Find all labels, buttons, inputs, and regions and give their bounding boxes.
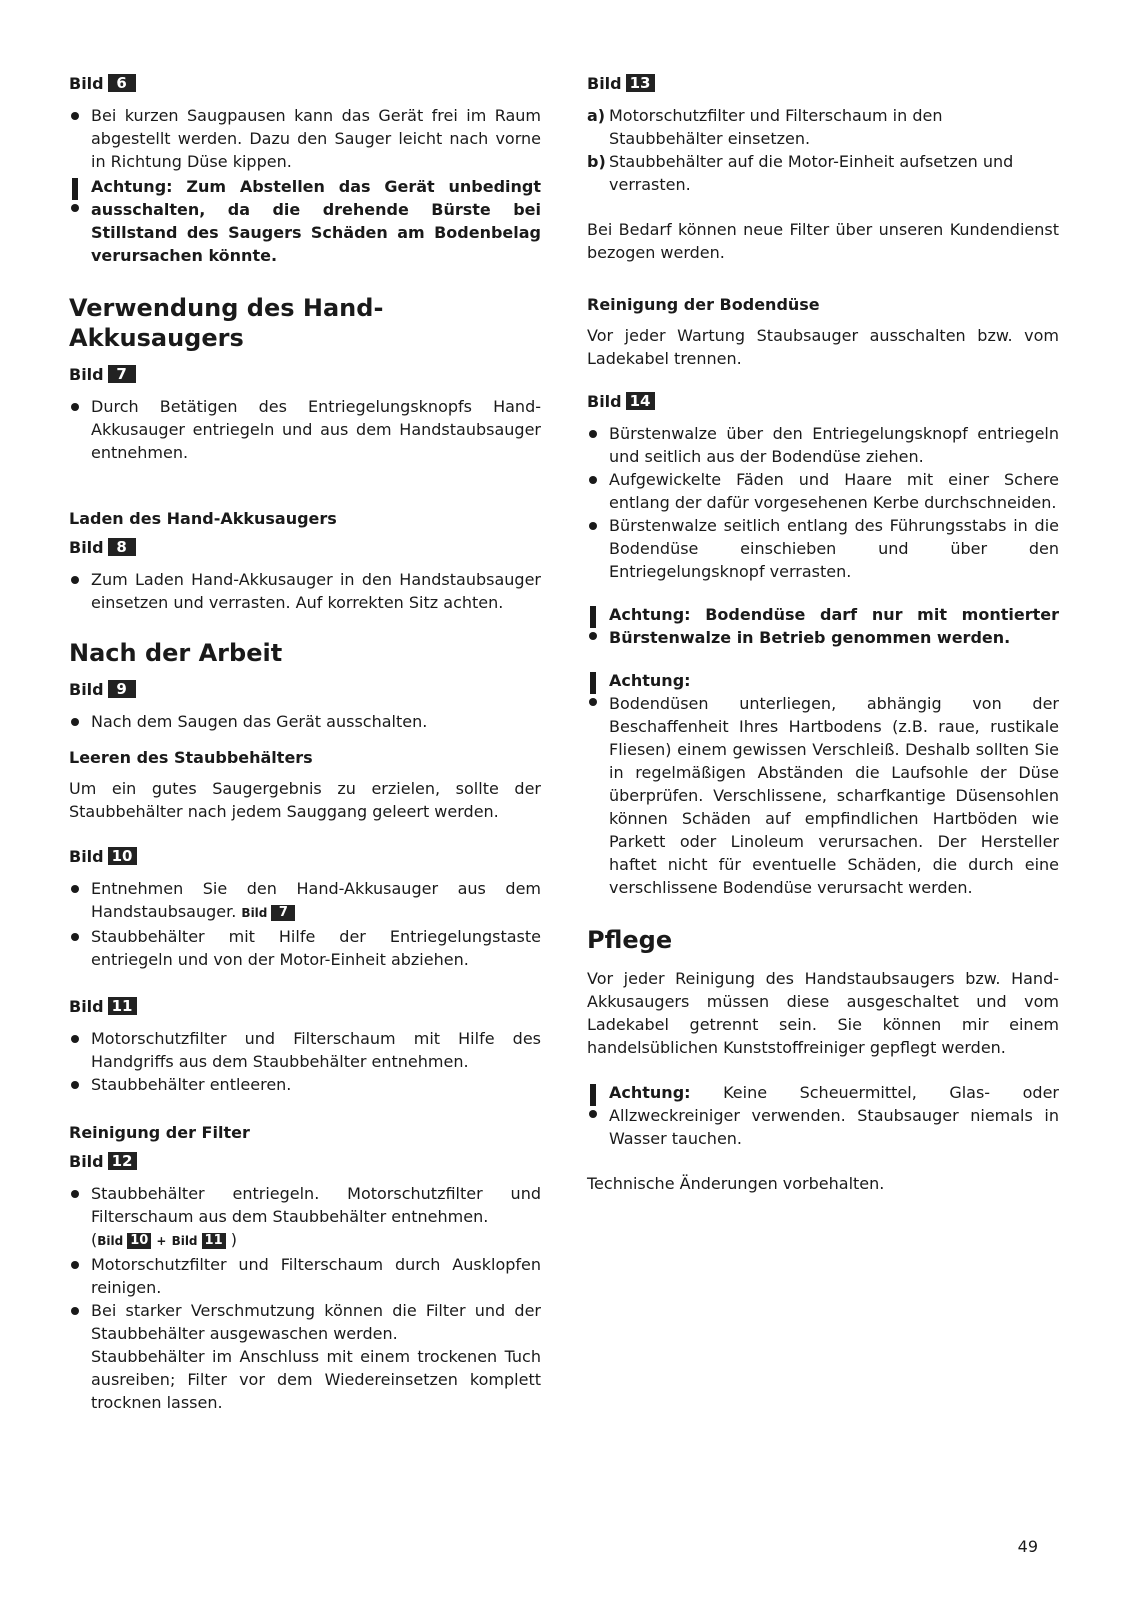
list-bild-7 [69, 395, 541, 464]
right-column [587, 74, 1059, 1195]
figure-ref-12: Bild 12 [69, 1152, 541, 1172]
list-item: Bei kurzen Saugpausen kann das Gerät frei im Raum abgestellt werden. Dazu den Sauger leicht nach vorne in Richtung Düse kippen. [69, 104, 541, 173]
list-bild-12 [69, 1182, 541, 1414]
heading-pflege: Pflege [587, 926, 673, 954]
paragraph-pflege: Vor jeder Reinigung des Handstaubsaugers bzw. Hand-Akkusaugers müssen diese ausgeschaltet und vom Ladekabel getrennt sein. Sie können mir einem handelsüblichen Kunststoffreiniger gepflegt werden. [587, 969, 1059, 1057]
list-item: b) Staubbehälter auf die Motor-Einheit aufsetzen und verrasten. [587, 152, 1014, 194]
list-bild-14 [587, 422, 1059, 583]
figure-ref-11: Bild 11 [69, 997, 541, 1017]
heading-laden: Laden des Hand-Akkusaugers [69, 509, 337, 528]
left-column [69, 74, 541, 1426]
list-bild-9 [69, 710, 541, 733]
figure-ref-9: Bild 9 [69, 680, 541, 700]
list-item: Staubbehälter entleeren. [69, 1073, 541, 1096]
warning-text: Bodendüsen unterliegen, abhängig von der Beschaffenheit Ihres Hartbodens (z.B. raue, rustikale Fliesen) einem gewissen Verschleiß. Deshalb sollten Sie in regelmäßigen Abständen die Laufsohle der Düse überprüfen. Verschlissene, scharfkantige Düsensohlen können Schäden auf empfindlichen Hartböden wie Parkett oder Linoleum verursachen. Der Hersteller haftet nicht für eventuelle Schäden, die durch eine verschlissene Bodendüse verursacht werden. [609, 694, 1059, 897]
list-item: Nach dem Saugen das Gerät ausschalten. [69, 710, 541, 733]
paragraph-technische-aenderungen: Technische Änderungen vorbehalten. [587, 1174, 885, 1193]
figure-ref-7: Bild 7 [69, 365, 541, 385]
list-item: Bei starker Verschmutzung können die Filter und der Staubbehälter ausgewaschen werden. Staubbehälter im Anschluss mit einem trockenen Tuch ausreiben; Filter vor dem Wiedereinsetzen komplett trocknen lassen. [69, 1299, 541, 1414]
list-item: Staubbehälter entriegeln. Motorschutzfilter und Filterschaum aus dem Staubbehälter entnehmen. (Bild 10 + Bild 11 ) [69, 1182, 541, 1253]
list-item: Durch Betätigen des Entriegelungsknopfs Hand-Akkusauger entriegeln und aus dem Handstaubsauger entnehmen. [69, 395, 541, 464]
list-item: Zum Laden Hand-Akkusauger in den Handstaubsauger einsetzen und verrasten. Auf korrekten Sitz achten. [69, 568, 541, 614]
figure-ref-13: Bild 13 [587, 74, 1059, 94]
list-item: Staubbehälter mit Hilfe der Entriegelungstaste entriegeln und von der Motor-Einheit abziehen. [69, 925, 541, 971]
warning-block [587, 603, 1059, 649]
heading-reinigung-bodenduese: Reinigung der Bodendüse [587, 295, 820, 314]
warning-title: Achtung: [609, 671, 691, 690]
list-bild-10 [69, 877, 541, 971]
warning-exclamation-icon [587, 603, 599, 643]
heading-nach-der-arbeit: Nach der Arbeit [69, 639, 283, 667]
heading-verwendung: Verwendung des Hand-Akkusaugers [69, 294, 384, 352]
figure-ref-10: Bild 10 [69, 847, 541, 867]
warning-exclamation-icon [587, 1081, 599, 1121]
paragraph-leeren: Um ein gutes Saugergebnis zu erzielen, sollte der Staubbehälter nach jedem Sauggang geleert werden. [69, 779, 541, 821]
list-bild-8 [69, 568, 541, 614]
page-number: 49 [1017, 1537, 1038, 1556]
heading-leeren: Leeren des Staubbehälters [69, 748, 313, 767]
paragraph-bodenduese: Vor jeder Wartung Staubsauger ausschalten bzw. vom Ladekabel trennen. [587, 326, 1059, 368]
list-item: a) Motorschutzfilter und Filterschaum in den Staubbehälter einsetzen. [587, 106, 943, 148]
heading-reinigung-filter: Reinigung der Filter [69, 1123, 250, 1142]
warning-block [587, 1081, 1059, 1150]
warning-block [69, 175, 541, 267]
list-bild-6 [69, 104, 541, 173]
warning-text: Achtung: Bodendüse darf nur mit montierter Bürstenwalze in Betrieb genommen werden. [609, 605, 1059, 647]
steps-bild-13 [587, 104, 1059, 196]
list-item: Motorschutzfilter und Filterschaum durch Ausklopfen reinigen. [69, 1253, 541, 1299]
list-item: Bürstenwalze seitlich entlang des Führungsstabs in die Bodendüse einschieben und über den Entriegelungsknopf verrasten. [587, 514, 1059, 583]
list-item: Motorschutzfilter und Filterschaum mit Hilfe des Handgriffs aus dem Staubbehälter entnehmen. [69, 1027, 541, 1073]
figure-ref-6: Bild 6 [69, 74, 541, 94]
list-item: Aufgewickelte Fäden und Haare mit einer Schere entlang der dafür vorgesehenen Kerbe durchschneiden. [587, 468, 1059, 514]
warning-exclamation-icon [587, 669, 599, 709]
figure-ref-14: Bild 14 [587, 392, 1059, 412]
warning-text: Achtung: Keine Scheuermittel, Glas- oder Allzweckreiniger verwenden. Staubsauger niemals in Wasser tauchen. [609, 1083, 1059, 1148]
warning-block [587, 669, 1059, 899]
list-item: Bürstenwalze über den Entriegelungsknopf entriegeln und seitlich aus der Bodendüse ziehen. [587, 422, 1059, 468]
figure-ref-8: Bild 8 [69, 538, 541, 558]
warning-exclamation-icon [69, 175, 81, 215]
warning-text: Achtung: Zum Abstellen das Gerät unbedingt ausschalten, da die drehende Bürste bei Stillstand des Saugers Schäden am Bodenbelag verursachen könnte. [91, 177, 541, 265]
list-item: Entnehmen Sie den Hand-Akkusauger aus dem Handstaubsauger. Bild 7 [69, 877, 541, 925]
paragraph-bedarf: Bei Bedarf können neue Filter über unseren Kundendienst bezogen werden. [587, 220, 1059, 262]
list-bild-11 [69, 1027, 541, 1096]
